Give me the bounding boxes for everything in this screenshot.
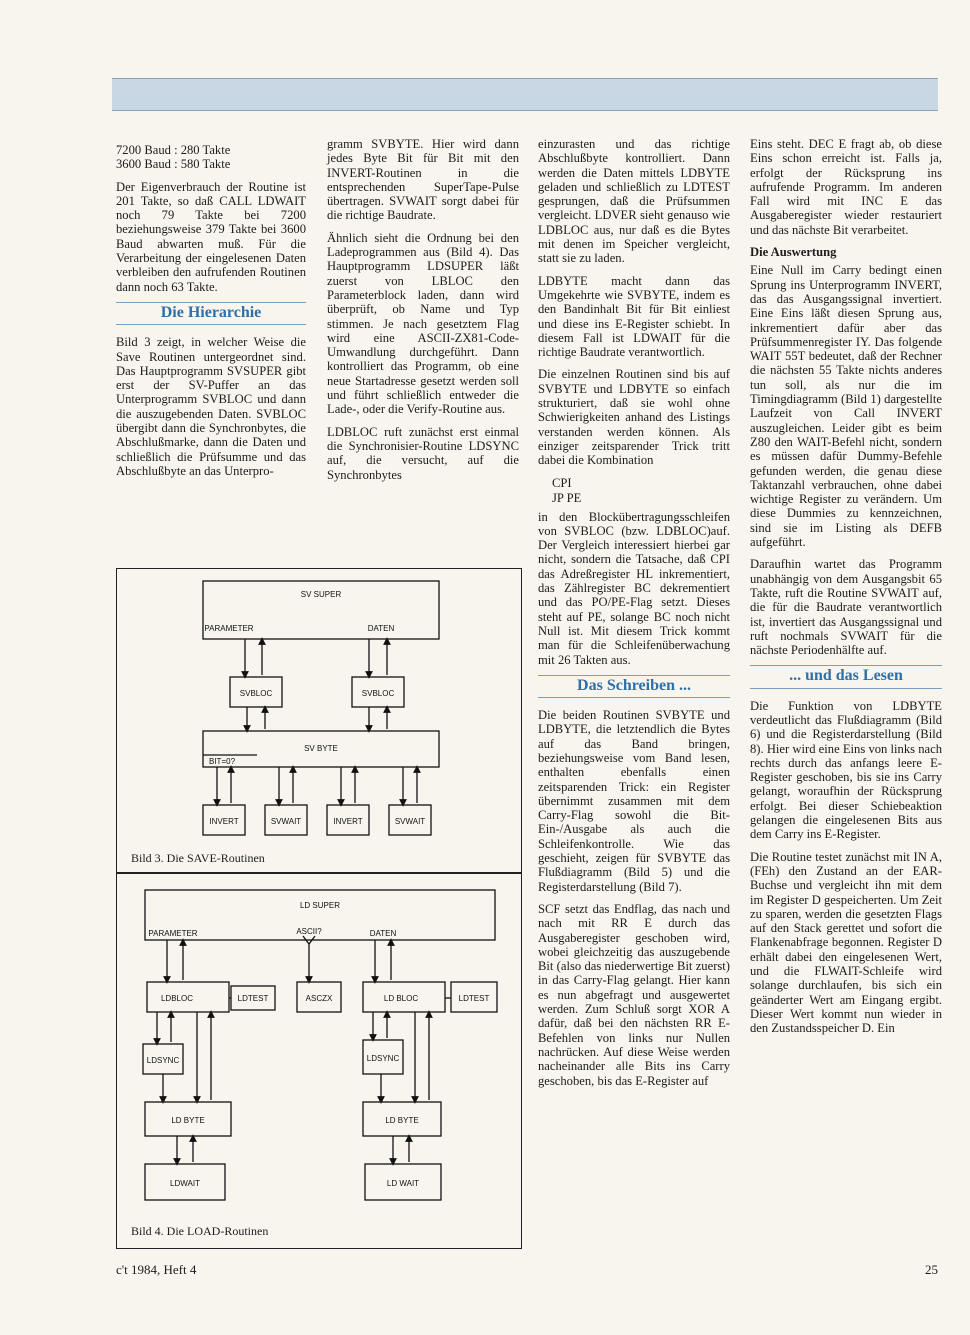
parameter-label: PARAMETER <box>204 624 254 633</box>
ldwait-label-1: LDWAIT <box>170 1179 200 1188</box>
paragraph: Bild 3 zeigt, in welcher Weise die Save Routinen untergeordnet sind. Das Hauptprogramm SVSUPER gibt erst der SV-Puffer an das Unterprogramm SVBLOC und dann die auszugebenden Daten. SVBLOC übergibt dann die Synchronbytes, die Abschlußmarke, dann die Daten und schließlich die Prüfsumme und das Abschlußbyte an das Unterpro- <box>116 335 306 478</box>
ldbloc-label-1: LDBLOC <box>160 994 194 1003</box>
baud-line: 3600 Baud : 580 Takte <box>116 157 231 172</box>
column-2 <box>327 137 519 490</box>
figure-load-routines <box>116 873 522 1249</box>
code-block <box>538 476 730 506</box>
paragraph: einzurasten und das richtige Abschlußbyte kontrolliert. Dann werden die Daten mittels LDBYTE geladen und schließlich zu LDTEST gesprungen, daß die Prüfsummen vergleicht. LDVER sieht genauso wie LDBLOC aus, nur daß es die Bytes mit denen im Speicher vergleicht, statt sie zu laden. <box>538 137 730 266</box>
section-heading: Die Hierarchie <box>116 302 306 325</box>
bit0-label: BIT=0? <box>209 757 236 766</box>
svbloc-label-1: SVBLOC <box>239 689 273 698</box>
column-1 <box>116 137 306 486</box>
figure-caption: Bild 4. Die LOAD-Routinen <box>131 1224 269 1238</box>
invert-label-1: INVERT <box>209 817 239 826</box>
paragraph: gramm SVBYTE. Hier wird dann jedes Byte Bit für Bit mit den INVERT-Routinen in die entsprechenden SuperTape-Pulse übertragen. SVWAIT sorgt dabei für die richtige Baudrate. <box>327 137 519 223</box>
column-4 <box>750 137 942 1044</box>
header-bar <box>112 78 938 111</box>
parameter-label: PARAMETER <box>148 929 198 938</box>
ldsync-label-1: LDSYNC <box>146 1056 180 1065</box>
ldbyte-label-1: LD BYTE <box>171 1116 205 1125</box>
paragraph: Die einzelnen Routinen sind bis auf SVBYTE und LDBYTE so einfach strukturiert, daß sie wohl ohne Schwierigkeiten anhand des Listings verstanden werden können. Als einziger zeitsparender Trick tritt dabei die Kombination <box>538 367 730 468</box>
paragraph: Die Routine testet zunächst mit IN A,(FEh) den Zustand an der EAR-Buchse und vergleicht ihn mit dem im Register D gespeicherten. Um Zeit zu sparen, werden die gesetzten Flags auf den Stack gerettet und sofort die Flankenabfrage begonnen. Register D erhält dabei den eingelesenen Wert, und die FLWAIT-Schleife wird solange durchlaufen, bis sich ein geänderter Wert am Eingang ergibt. Dieser Wert kommt nun wieder in den Zustandsspeicher D. Ein <box>750 849 942 1036</box>
footer-issue: c't 1984, Heft 4 <box>116 1262 197 1277</box>
paragraph: Eins steht. DEC E fragt ab, ob diese Eins schon erreicht ist. Falls ja, erfolgt der Rücksprung ins aufrufende Programm. Im anderen Fall wird mit INC E das Ausgaberegister wieder restauriert und das nächste Bit verarbeitet. <box>750 137 942 237</box>
invert-label-2: INVERT <box>333 817 363 826</box>
daten-label: DATEN <box>369 929 397 938</box>
ldbyte-label-2: LD BYTE <box>385 1116 419 1125</box>
paragraph: SCF setzt das Endflag, das nach und nach mit RR E durch das Ausgaberegister geschoben wird, wobei gleichzeitig das auszugebende Bit (also das niederwertige Bit zuerst) in das Carry-Flag gelangt. Hier kann es nun abgefragt und ausgewertet werden. Zum Schluß sorgt XOR A dafür, daß bei den nächsten RR E-Befehlen von links nur Nullen nachrücken. Auf diese Weise werden nacheinander alle Bits ins Carry geschoben, bis das E-Register auf <box>538 901 730 1088</box>
subheading: Die Auswertung <box>750 245 837 260</box>
paragraph: Die beiden Routinen SVBYTE und LDBYTE, die letztendlich die Bytes auf das Band bringen, beziehungsweise vom Band lesen, enthalten ebenfalls einen zeitsparenden Trick: ein Register übernimmt zusammen mit dem Carry-Flag sowohl die Bit-Ein-/Ausgabe als auch die Schleifenkontrolle. Wie das geschieht, zeigen für SVBYTE das Flußdiagramm (Bild 5) und die Registerdarstellung (Bild 7). <box>538 708 730 894</box>
paragraph: LDBYTE macht dann das Umgekehrte wie SVBYTE, indem es den Bandinhalt Bit für Bit einliest und diese ins E-Register schiebt. In diesem Fall ist LDWAIT für die richtige Baudrate verantwortlich. <box>538 273 730 360</box>
paragraph: in den Blockübertragungsschleifen von SVBLOC (bzw. LDBLOC)auf. Der Vergleich interessiert hierbei gar nicht, sondern die Tatsache, daß CPI das Adreßregister HL inkrementiert, das Zählregister BC dekrementiert und das PO/PE-Flag setzt. Dieses steht auf PE, solange BC noch nicht Null ist. Mit diesem Trick kommt man für die Schleifenüberwachung mit 26 Takten aus. <box>538 509 730 667</box>
paragraph: Der Eigenverbrauch der Routine ist 201 Takte, so daß CALL LDWAIT noch 79 Takte bei 7200 beziehungsweise 379 Takte bei 3600 Baud abwarten muß. Für die Verarbeitung der eingelesenen Daten verbleiben den aufrufenden Routinen dann noch 63 Takte. <box>116 179 306 294</box>
ldtest-label-1: LDTEST <box>237 994 269 1003</box>
svbloc-label-2: SVBLOC <box>361 689 395 698</box>
save-diagram <box>117 569 523 874</box>
page-number: 25 <box>925 1262 938 1277</box>
sv-super-label: SV SUPER <box>300 590 342 599</box>
paragraph: LDBLOC ruft zunächst erst einmal die Synchronisier-Routine LDSYNC auf, die versucht, auf die Synchronbytes <box>327 424 519 482</box>
column-3 <box>538 137 730 1096</box>
figure-caption: Bild 3. Die SAVE-Routinen <box>131 851 265 865</box>
paragraph: Eine Null im Carry bedingt einen Sprung ins Unterprogramm INVERT, das das Ausgangssignal invertiert. Eine Eins läßt diesen Sprung aus, inkrementiert dafür aber das Prüfsummenregister IY. Das folgende WAIT 55T bedeutet, daß der Rechner die nächsten 55 Takte nichts anderes tun soll, als nur die im Timingdiagramm (Bild 1) dargestellte Laufzeit von Call INVERT auszugleichen. Leider gibt es beim Z80 den WAIT-Befehl nicht, sondern es müssen dafür Dummy-Befehle gefunden werden, die genau diese Taktanzahl verbrauchen, ohne dabei wichtige Register zu verändern. Um diese Dummies zu kennzeichnen, sind sie im Listing als DEFB aufgeführt. <box>750 263 942 550</box>
baud-line: 7200 Baud : 280 Takte <box>116 143 231 157</box>
svwait-label-1: SVWAIT <box>270 817 302 826</box>
section-heading: Das Schreiben ... <box>538 675 730 698</box>
ld-super-label: LD SUPER <box>299 901 341 910</box>
svwait-label-2: SVWAIT <box>394 817 426 826</box>
ldwait-label-2: LD WAIT <box>386 1179 420 1188</box>
code-line: JP PE <box>552 490 582 505</box>
paragraph: Ähnlich sieht die Ordnung bei den Ladeprogrammen aus (Bild 4). Das Hauptprogramm LDSUPER läßt zuerst von LBLOC den Parameterblock laden, dann wird überprüft, ob Name und Typ stimmen. Je nach gesetztem Flag wird eine ASCII-ZX81-Code-Umwandlung durchgeführt. Dann kontrolliert das Programm, ob eine neue Startadresse gesetzt werden soll und führt schließlich entweder die Lade-, oder die Verify-Routine aus. <box>327 230 519 417</box>
ldsync-label-2: LDSYNC <box>366 1054 400 1063</box>
sv-byte-label: SV BYTE <box>304 744 338 753</box>
load-diagram <box>117 874 523 1250</box>
asczx-label: ASCZX <box>305 994 333 1003</box>
ascii-label: ASCII? <box>296 927 322 936</box>
code-line: CPI <box>552 475 572 490</box>
figure-save-routines <box>116 568 522 873</box>
section-heading: ... und das Lesen <box>750 665 942 688</box>
ldtest-label-2: LDTEST <box>458 994 490 1003</box>
paragraph: Daraufhin wartet das Programm unabhängig von dem Ausgangsbit 65 Takte, ruft die Routine SVWAIT auf, die für die Baudrate verantwortlich ist, invertiert das Ausgangssignal und ruft nochmals SVWAIT für die nächste Periodenhälfte auf. <box>750 557 942 658</box>
daten-label: DATEN <box>367 624 395 633</box>
ldbloc-label-2: LD BLOC <box>383 994 419 1003</box>
paragraph: Die Funktion von LDBYTE verdeutlicht das Flußdiagramm (Bild 6) und die Registerdarstellung (Bild 8). Hier wird eine Eins von links nach rechts durch das anfangs leere E-Register geschoben, bis sie ins Carry gelangt, woraufhin der Rücksprung erfolgt. Bei dieser Schiebeaktion gelangen die eingelesenen Bits aus dem Carry ins E-Register. <box>750 698 942 842</box>
